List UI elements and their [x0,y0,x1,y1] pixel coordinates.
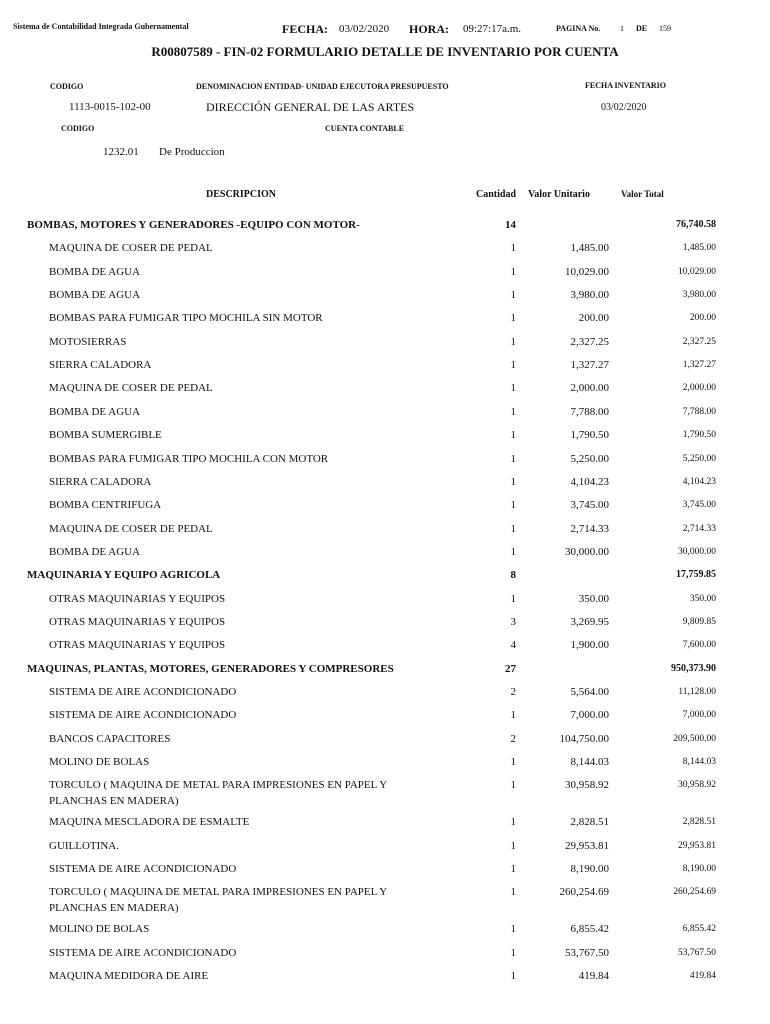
denominacion-label: DENOMINACION ENTIDAD- UNIDAD EJECUTORA PRESUPUESTO [196,82,449,91]
row-total-value: 1,327.27 [682,360,716,371]
row-unit-value: 5,250.00 [570,452,609,465]
row-total-value: 8,190.00 [682,864,716,875]
row-description: SIERRA CALADORA [49,475,152,488]
row-unit-value: 1,327.27 [570,359,609,372]
row-quantity: 1 [510,265,516,278]
row-total-value: 209,500.00 [673,733,716,744]
row-description: MAQUINA MEDIDORA DE AIRE [49,970,209,983]
row-total-value: 200.00 [689,313,716,324]
system-name: Sistema de Contabilidad Integrada Gubernamental [13,22,189,31]
row-unit-value: 5,564.00 [570,686,609,698]
row-quantity: 1 [510,405,516,418]
row-description: MOLINO DE BOLAS [49,756,150,769]
row-description: BOMBA DE AGUA [49,545,141,558]
row-quantity: 2 [510,686,516,698]
de-value: 159 [659,24,671,33]
codigo2-label: CODIGO [61,124,95,133]
row-quantity: 1 [510,382,516,395]
row-unit-value: 1,900.00 [570,639,609,652]
row-total-value: 2,714.33 [682,523,716,534]
row-description: SISTEMA DE AIRE ACONDICIONADO [49,686,237,698]
row-unit-value: 1,790.50 [570,429,609,442]
row-quantity: 1 [510,289,516,302]
row-total-value: 6,855.42 [682,924,716,935]
row-total-value: 76,740.58 [676,219,716,230]
fecha-value: 03/02/2020 [339,23,390,35]
fecha-inventario-value: 03/02/2020 [601,102,647,113]
row-quantity: 1 [510,499,516,512]
col-valor-unitario: Valor Unitario [528,189,590,200]
row-quantity: 1 [510,429,516,442]
row-quantity: 1 [510,475,516,488]
row-description: MOLINO DE BOLAS [49,923,150,936]
row-description: MAQUINA DE COSER DE PEDAL [49,382,213,395]
row-unit-value: 2,828.51 [570,816,609,829]
row-description: TORCULO ( MAQUINA DE METAL PARA IMPRESIONES EN PAPEL Y PLANCHAS EN MADERA) [49,886,387,915]
report-title: R00807589 - FIN-02 FORMULARIO DETALLE DE INVENTARIO POR CUENTA [151,44,619,59]
row-total-value: 11,128.00 [678,687,716,697]
row-unit-value: 2,327.25 [570,335,609,348]
row-description: TORCULO ( MAQUINA DE METAL PARA IMPRESIONES EN PAPEL Y PLANCHAS EN MADERA) [49,779,387,808]
row-total-value: 2,828.51 [682,817,716,828]
row-total-value: 30,000.00 [678,546,716,557]
row-total-value: 350.00 [689,593,716,604]
row-quantity: 2 [510,732,516,745]
row-quantity: 1 [510,452,516,465]
pagina-label: PAGINA No. [556,24,601,33]
row-quantity: 4 [510,639,516,652]
row-description: MAQUINA DE COSER DE PEDAL [49,522,213,535]
row-unit-value: 3,745.00 [570,499,609,512]
cuenta-codigo-value: 1232.01 [103,146,139,158]
row-description: SISTEMA DE AIRE ACONDICIONADO [49,946,237,959]
fecha-inventario-label: FECHA INVENTARIO [585,81,666,90]
row-total-value: 950,373.90 [671,662,716,674]
row-unit-value: 30,958.92 [565,779,609,792]
hora-label: HORA: [409,22,449,36]
row-description: MAQUINARIA Y EQUIPO AGRICOLA [27,569,221,582]
row-quantity: 27 [505,662,516,675]
row-quantity: 1 [510,709,516,722]
row-description: OTRAS MAQUINARIAS Y EQUIPOS [49,592,226,605]
row-total-value: 1,790.50 [682,430,716,441]
row-total-value: 8,144.03 [682,757,716,768]
row-unit-value: 4,104.23 [570,475,609,488]
row-quantity: 1 [510,863,516,876]
codigo-value: 1113-0015-102-00 [69,101,151,113]
denominacion-value: DIRECCIÓN GENERAL DE LAS ARTES [206,100,415,114]
row-quantity: 3 [510,615,516,628]
row-description: BOMBA DE AGUA [49,405,141,418]
cuenta-nombre-value: De Produccion [159,146,225,158]
row-description: BOMBAS PARA FUMIGAR TIPO MOCHILA SIN MOTOR [49,312,323,325]
row-quantity: 1 [510,359,516,372]
row-unit-value: 1,485.00 [570,242,609,255]
row-total-value: 2,327.25 [682,336,716,347]
row-description: OTRAS MAQUINARIAS Y EQUIPOS [49,639,226,652]
row-total-value: 17,759.85 [676,569,716,581]
row-description: BOMBA DE AGUA [49,289,141,302]
fecha-label: FECHA: [282,22,328,36]
row-unit-value: 2,714.33 [570,522,609,535]
col-valor-total: Valor Total [621,189,664,199]
row-unit-value: 260,254.69 [559,886,609,899]
row-total-value: 7,788.00 [682,406,716,417]
row-description: SISTEMA DE AIRE ACONDICIONADO [49,863,237,876]
row-description: SISTEMA DE AIRE ACONDICIONADO [49,709,237,722]
row-total-value: 3,745.00 [682,500,716,511]
col-cantidad: Cantidad [476,189,517,200]
row-unit-value: 6,855.42 [570,923,609,936]
row-unit-value: 8,144.03 [570,756,609,769]
row-total-value: 10,029.00 [678,266,716,277]
row-quantity: 1 [510,756,516,769]
row-description: BOMBA CENTRIFUGA [49,499,162,512]
row-total-value: 7,600.00 [682,640,716,651]
cuenta-contable-label: CUENTA CONTABLE [325,124,405,133]
hora-value: 09:27:17a.m. [463,23,522,35]
row-quantity: 1 [510,545,516,558]
row-description: GUILLOTINA. [49,839,119,852]
row-quantity: 14 [505,219,516,231]
row-total-value: 53,767.50 [678,947,716,958]
row-quantity: 1 [510,242,516,255]
row-total-value: 30,958.92 [678,780,716,791]
row-quantity: 8 [510,569,516,582]
pagina-value: 1 [620,24,624,33]
row-unit-value: 104,750.00 [559,732,609,745]
row-quantity: 1 [510,886,516,899]
row-unit-value: 3,980.00 [570,289,609,302]
row-unit-value: 350.00 [578,592,609,605]
row-unit-value: 3,269.95 [570,615,609,628]
row-total-value: 4,104.23 [682,476,716,487]
row-total-value: 7,000.00 [682,710,716,721]
row-unit-value: 30,000.00 [565,545,609,558]
row-unit-value: 8,190.00 [570,863,609,876]
row-description: MAQUINA MESCLADORA DE ESMALTE [49,816,250,829]
row-description: MOTOSIERRAS [49,335,127,348]
row-quantity: 1 [510,923,516,936]
row-total-value: 3,980.00 [682,290,716,301]
row-total-value: 419.84 [689,971,716,982]
row-unit-value: 7,000.00 [570,709,609,722]
row-unit-value: 10,029.00 [565,265,609,278]
row-total-value: 29,953.81 [678,840,716,851]
row-description: BOMBA DE AGUA [49,265,141,278]
row-description: OTRAS MAQUINARIAS Y EQUIPOS [49,615,226,628]
row-unit-value: 53,767.50 [565,946,609,959]
row-quantity: 1 [510,312,516,325]
row-quantity: 1 [510,522,516,535]
row-quantity: 1 [510,335,516,348]
row-unit-value: 419.84 [578,970,609,983]
row-quantity: 1 [510,816,516,829]
row-total-value: 1,485.00 [682,243,716,254]
row-description: BOMBAS PARA FUMIGAR TIPO MOCHILA CON MOTOR [49,452,329,465]
row-description: BANCOS CAPACITORES [49,732,171,745]
row-quantity: 1 [510,779,516,792]
row-unit-value: 29,953.81 [565,839,609,852]
de-label: DE [636,24,648,33]
row-total-value: 260,254.69 [673,887,716,898]
row-unit-value: 200.00 [578,312,609,325]
row-quantity: 1 [510,970,516,983]
row-description: BOMBAS, MOTORES Y GENERADORES -EQUIPO CON MOTOR- [27,219,360,231]
row-quantity: 1 [510,946,516,959]
row-description: MAQUINA DE COSER DE PEDAL [49,242,213,255]
row-unit-value: 2,000.00 [570,382,609,395]
row-total-value: 5,250.00 [682,453,716,464]
row-total-value: 9,809.85 [682,616,716,627]
row-description: BOMBA SUMERGIBLE [49,429,162,442]
col-descripcion: DESCRIPCION [206,189,277,200]
row-description: SIERRA CALADORA [49,359,152,372]
codigo-label: CODIGO [50,82,84,91]
row-description: MAQUINAS, PLANTAS, MOTORES, GENERADORES Y COMPRESORES [27,662,394,675]
row-total-value: 2,000.00 [682,383,716,394]
row-unit-value: 7,788.00 [570,405,609,418]
row-quantity: 1 [510,592,516,605]
row-quantity: 1 [510,839,516,852]
